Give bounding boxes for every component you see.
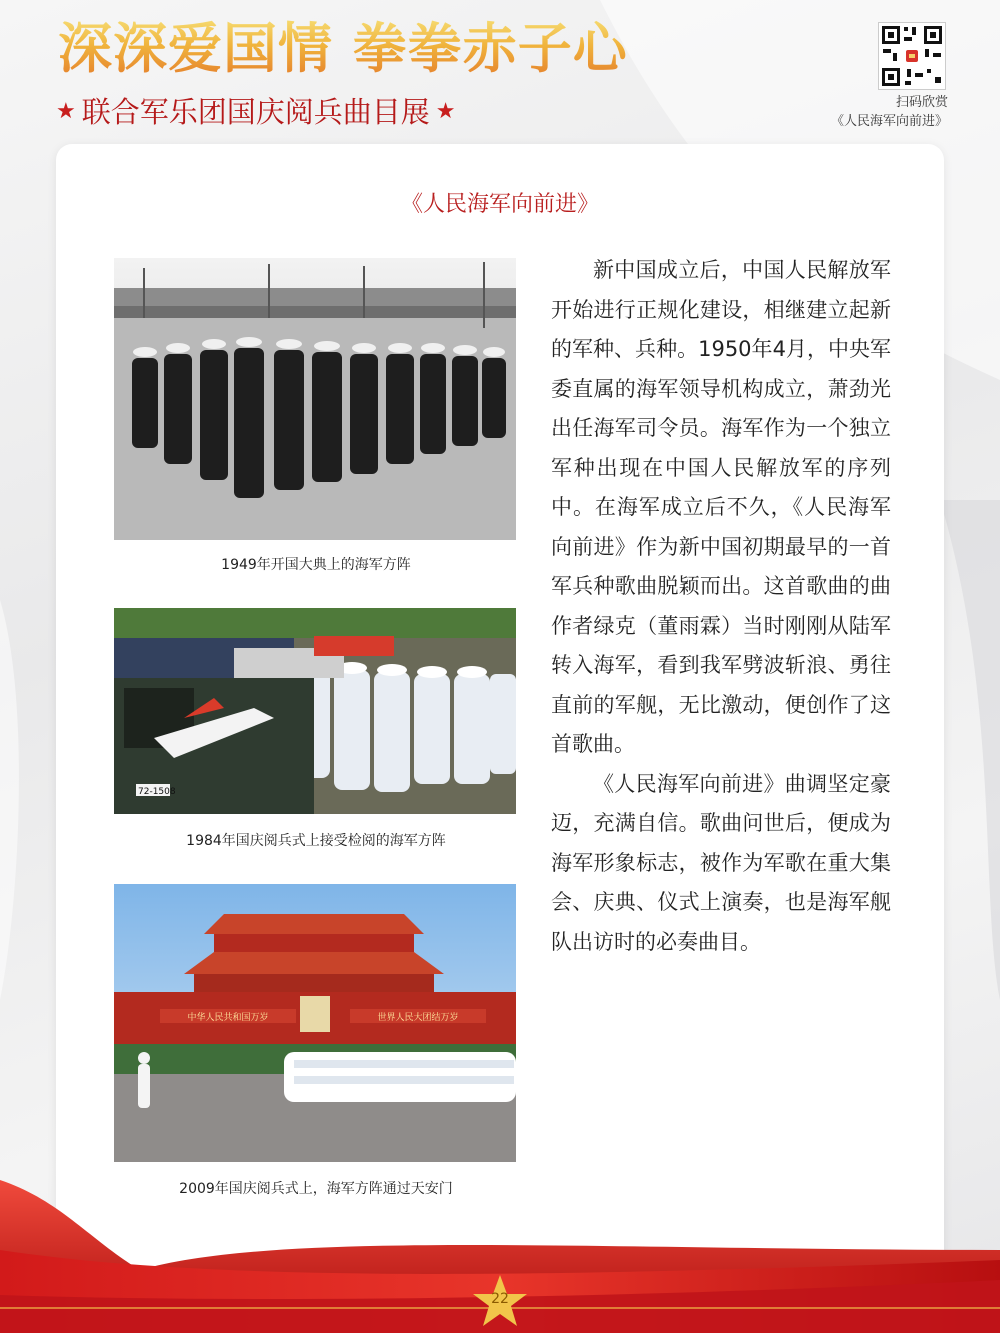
- qr-caption-line1: 扫码欣赏: [895, 95, 948, 110]
- photo-caption: 2009年国庆阅兵式上，海军方阵通过天安门: [179, 1181, 453, 1197]
- star-icon: ★: [56, 99, 76, 124]
- qr-code[interactable]: [878, 22, 946, 90]
- vehicle-plate: 72-1508: [138, 787, 176, 797]
- banner-right: 世界人民大团结万岁: [377, 1013, 459, 1023]
- tiananmen-parade-2009-image: [114, 884, 516, 1162]
- photo-caption: 1949年开国大典上的海军方阵: [221, 557, 411, 573]
- article-body: [551, 251, 891, 962]
- article-title: 《人民海军向前进》: [400, 192, 599, 217]
- qr-code-icon: [879, 23, 945, 89]
- article-paragraph: 《人民海军向前进》曲调坚定豪迈，充满自信。歌曲问世后，便成为海军形象标志，被作为军歌在重大集会、庆典、仪式上演奏，也是海军舰队出访时的必奏曲目。: [551, 771, 891, 954]
- photo-caption: 1984年国庆阅兵式上接受检阅的海军方阵: [186, 833, 446, 849]
- subtitle-row: [56, 92, 455, 132]
- article-paragraph: 新中国成立后，中国人民解放军开始进行正规化建设，相继建立起新的军种、兵种。1950年4月，中央军委直属的海军领导机构成立，萧劲光出任海军司令员。海军作为一个独立军种出现在中国人民解放军的序列中。在海军成立后不久，《人民海军向前进》作为新中国初期最早的一首军兵种歌曲脱颖而出。这首歌曲的曲作者绿克（董雨霖）当时刚刚从陆军转入海军，看到我军劈波斩浪、勇往直前的军舰，无比激动，便创作了这首歌曲。: [551, 258, 891, 756]
- main-title: 深深爱国情 拳拳赤子心: [58, 14, 628, 84]
- navy-parade-1949-image: [114, 258, 516, 540]
- qr-caption: [831, 93, 948, 131]
- photo-1949-navy-formation: [114, 258, 516, 540]
- navy-parade-1984-image: [114, 608, 516, 814]
- qr-caption-line2: 《人民海军向前进》: [830, 114, 948, 129]
- page-number: 22: [491, 1291, 509, 1307]
- banner-left: 中华人民共和国万岁: [187, 1013, 269, 1023]
- star-icon: ★: [435, 99, 456, 124]
- photo-2009-tiananmen: [114, 884, 516, 1162]
- subtitle: 联合军乐团国庆阅兵曲目展: [81, 95, 430, 129]
- photo-1984-navy-formation: [114, 608, 516, 814]
